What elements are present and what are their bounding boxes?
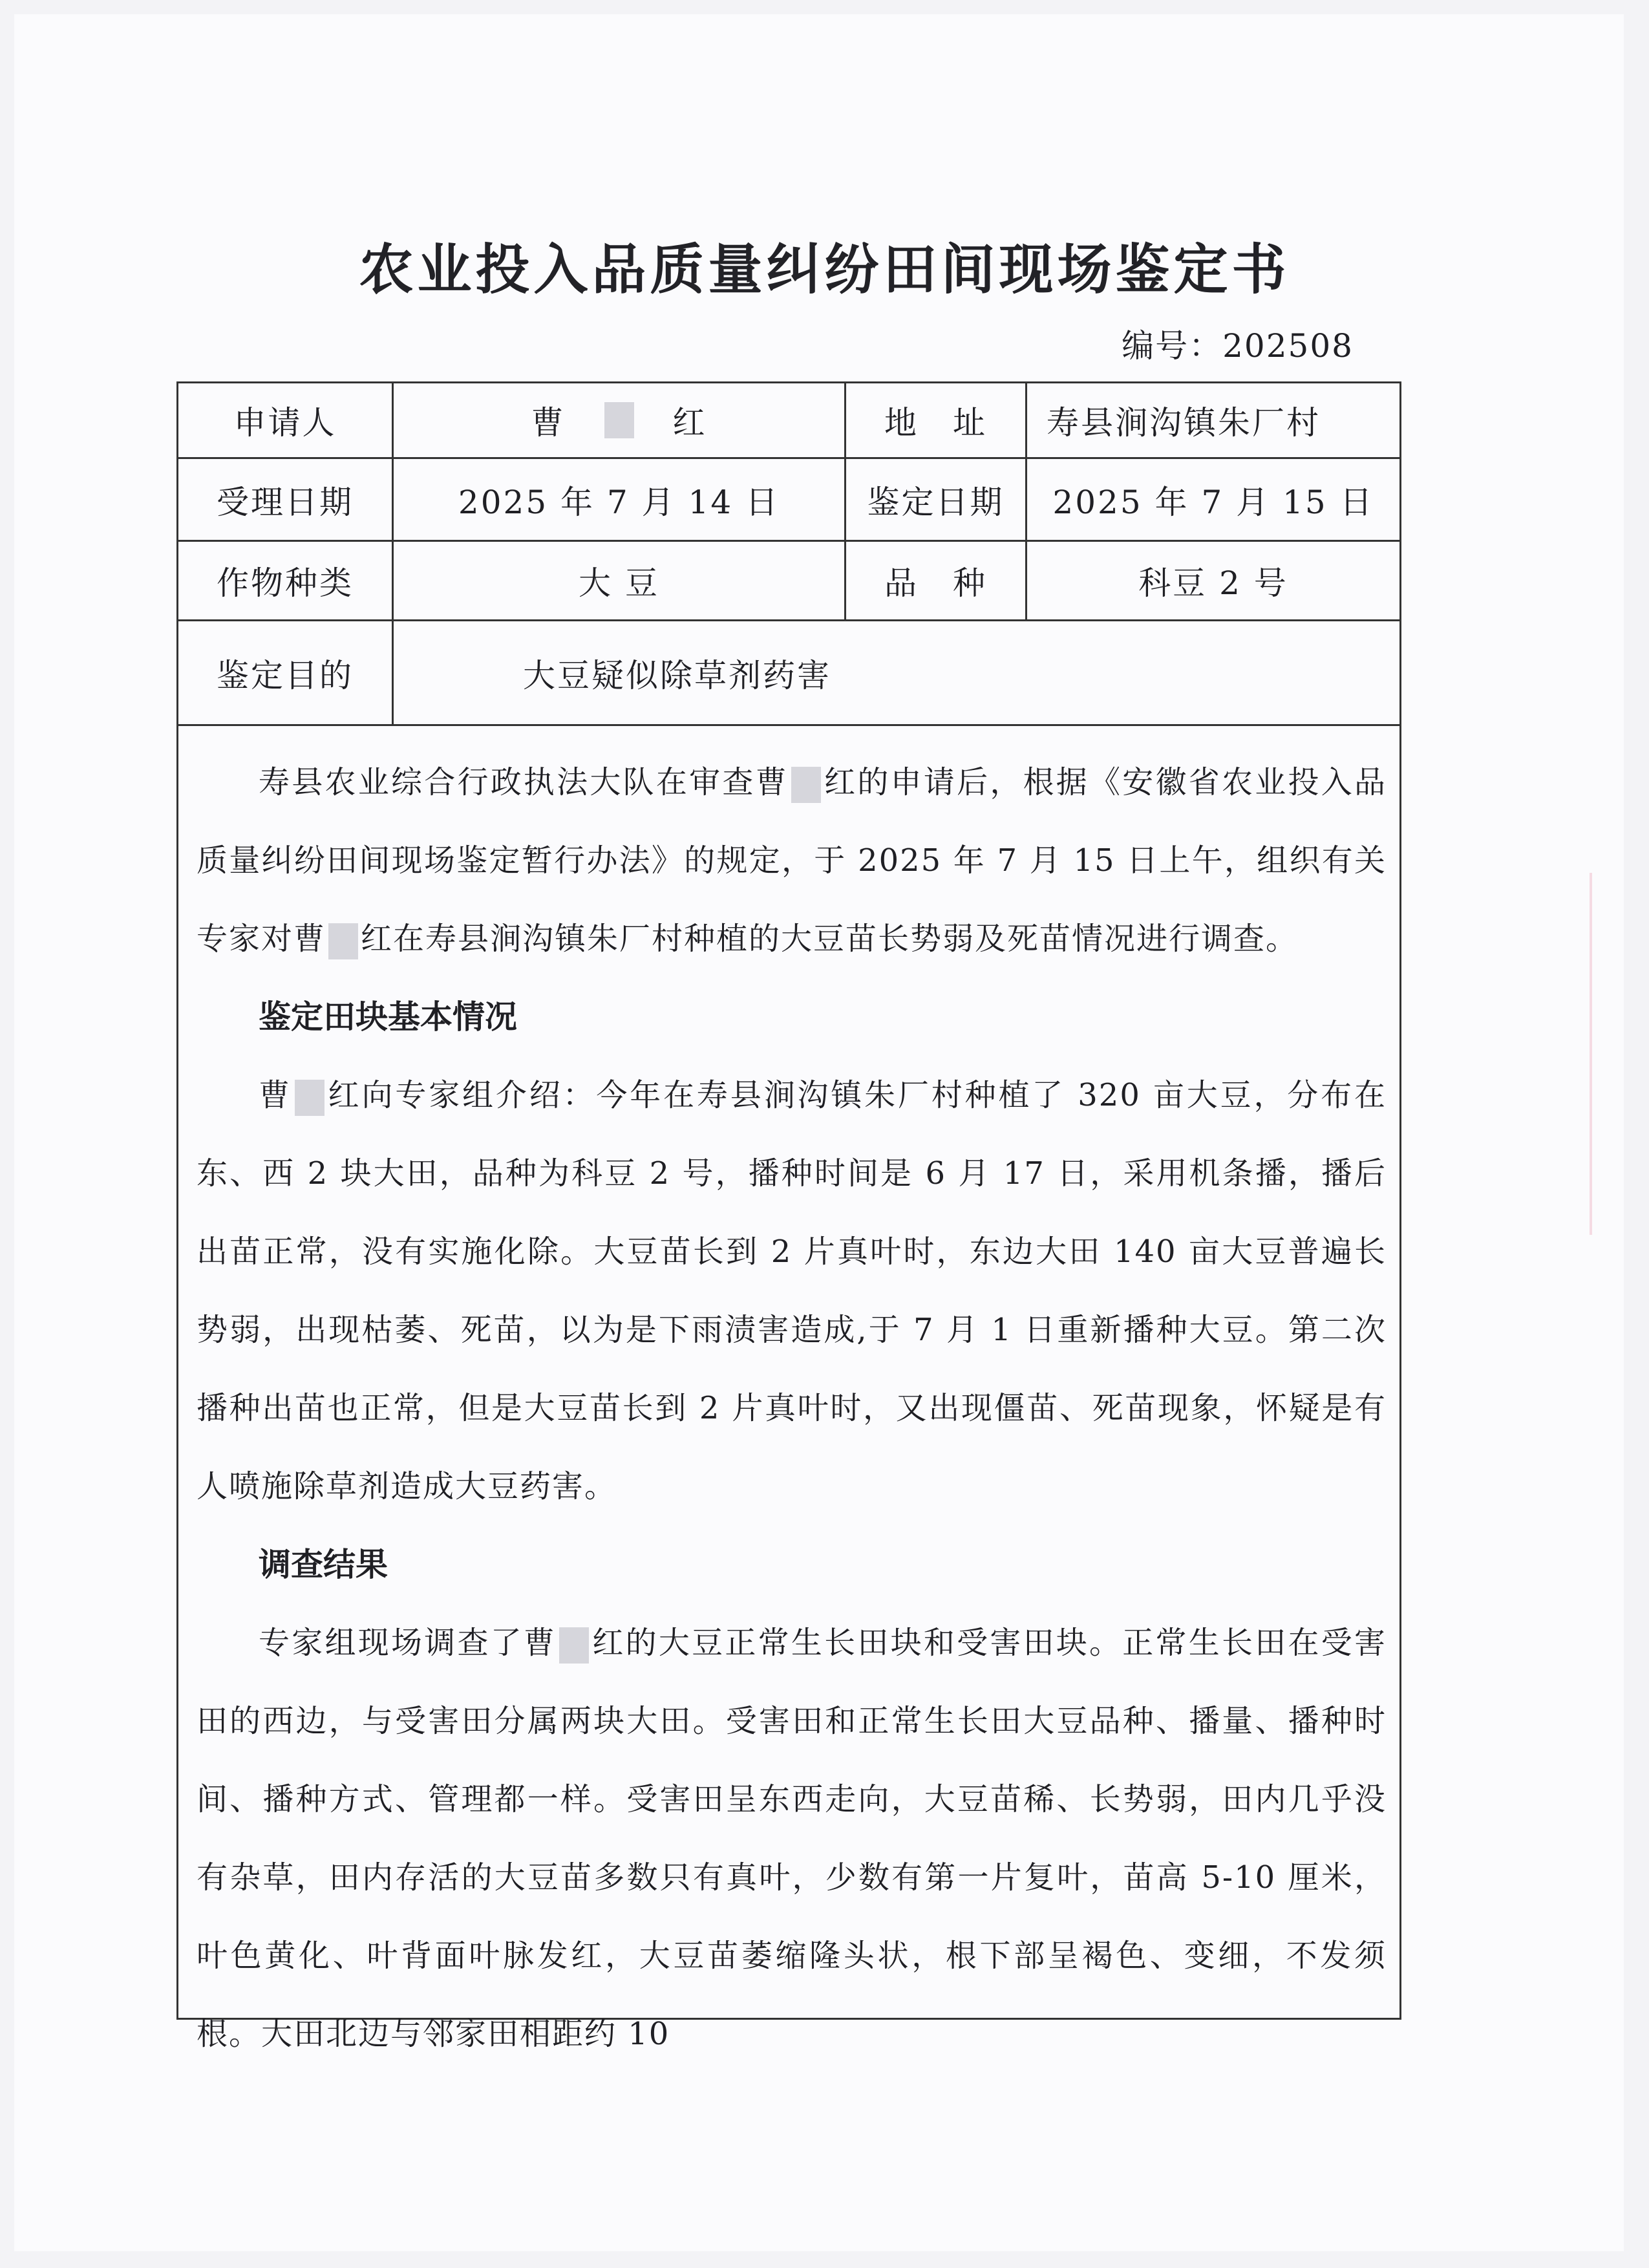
purpose-value: 大豆疑似除草剂药害 (523, 656, 831, 694)
redacted-name-mask (604, 402, 634, 438)
form-row-applicant (178, 383, 1399, 459)
document-title: 农业投入品质量纠纷田间现场鉴定书 (359, 238, 1290, 301)
variety-label: 品 种 (846, 542, 1027, 619)
intro-text-1: 寿县农业综合行政执法大队在审查曹 (259, 764, 789, 800)
appraisal-date-label: 鉴定日期 (846, 459, 1027, 540)
applicant-label: 申请人 (178, 383, 394, 457)
info-form-table (176, 381, 1401, 726)
purpose-label: 鉴定目的 (178, 621, 394, 724)
report-body (176, 724, 1401, 2052)
form-row-crop (178, 542, 1399, 621)
address-label: 地 址 (846, 383, 1027, 457)
intro-text-2: 红的申请后，根据《安徽省农业投入品质量纠纷田间现场鉴定暂行办法》的规定，于 2025 年 7 月 15 日上午，组织有关专家对曹 (197, 764, 1387, 957)
applicant-surname: 曹 (531, 404, 566, 442)
form-row-dates (178, 459, 1399, 542)
intro-paragraph (197, 744, 1387, 978)
document-number: 编号：202508 (1122, 327, 1354, 365)
section-heading-field-info: 鉴定田块基本情况 (259, 998, 517, 1036)
applicant-value (394, 383, 846, 457)
variety-value: 科豆 2 号 (1138, 564, 1288, 602)
accept-date-label: 受理日期 (178, 459, 394, 540)
results-text-2: 红的大豆正常生长田块和受害田块。正常生长田在受害田的西边，与受害田分属两块大田。受害田和正常生长田大豆品种、播量、播种时间、播种方式、管理都一样。受害田呈东西走向，大豆苗稀、长势弱，田内几乎没有杂草，田内存活的大豆苗多数只有真叶，少数有第一片复叶，苗高 5-10 厘米，叶色黄化、叶背面叶脉发红，大豆苗萎缩隆头状，根下部呈褐色、变细，不发须根。大田北边与邻家田相距约 10 (197, 1625, 1387, 2052)
section-heading-results: 调查结果 (259, 1546, 388, 1583)
crop-value: 大 豆 (394, 542, 846, 619)
intro-text-3: 红在寿县涧沟镇朱厂村种植的大豆苗长势弱及死苗情况进行调查。 (361, 921, 1299, 957)
redacted-name-mask (791, 767, 821, 803)
field-info-text-2: 红向专家组介绍：今年在寿县涧沟镇朱厂村种植了 320 亩大豆，分布在东、西 2 块大田，品种为科豆 2 号，播种时间是 6 月 17 日，采用机条播，播后出苗正常，没有实施化除。大豆苗长到 2 片真叶时，东边大田 140 亩大豆普遍长势弱，出现枯萎、死苗，以为是下雨渍害造成,于 7 月 1 日重新播种大豆。第二次播种出苗也正常，但是大豆苗长到 2 片真叶时，又出现僵苗、死苗现象，怀疑是有人喷施除草剂造成大豆药害。 (197, 1077, 1387, 1504)
redacted-name-mask (328, 923, 358, 959)
results-text-1: 专家组现场调查了曹 (259, 1625, 557, 1661)
form-row-purpose (178, 621, 1399, 726)
field-info-paragraph (197, 1056, 1387, 1526)
field-info-text-1: 曹 (259, 1077, 292, 1113)
appraisal-date-value: 2025 年 7 月 15 日 (1052, 483, 1374, 521)
redacted-name-mask (559, 1627, 589, 1664)
accept-date-value: 2025 年 7 月 14 日 (394, 459, 846, 540)
address-value: 寿县涧沟镇朱厂村 (1047, 404, 1321, 442)
crop-label: 作物种类 (178, 542, 394, 619)
results-paragraph (197, 1604, 1387, 2073)
redacted-name-mask (295, 1080, 324, 1116)
applicant-given-name: 红 (672, 404, 707, 442)
seal-edge-mark (1590, 873, 1644, 1235)
